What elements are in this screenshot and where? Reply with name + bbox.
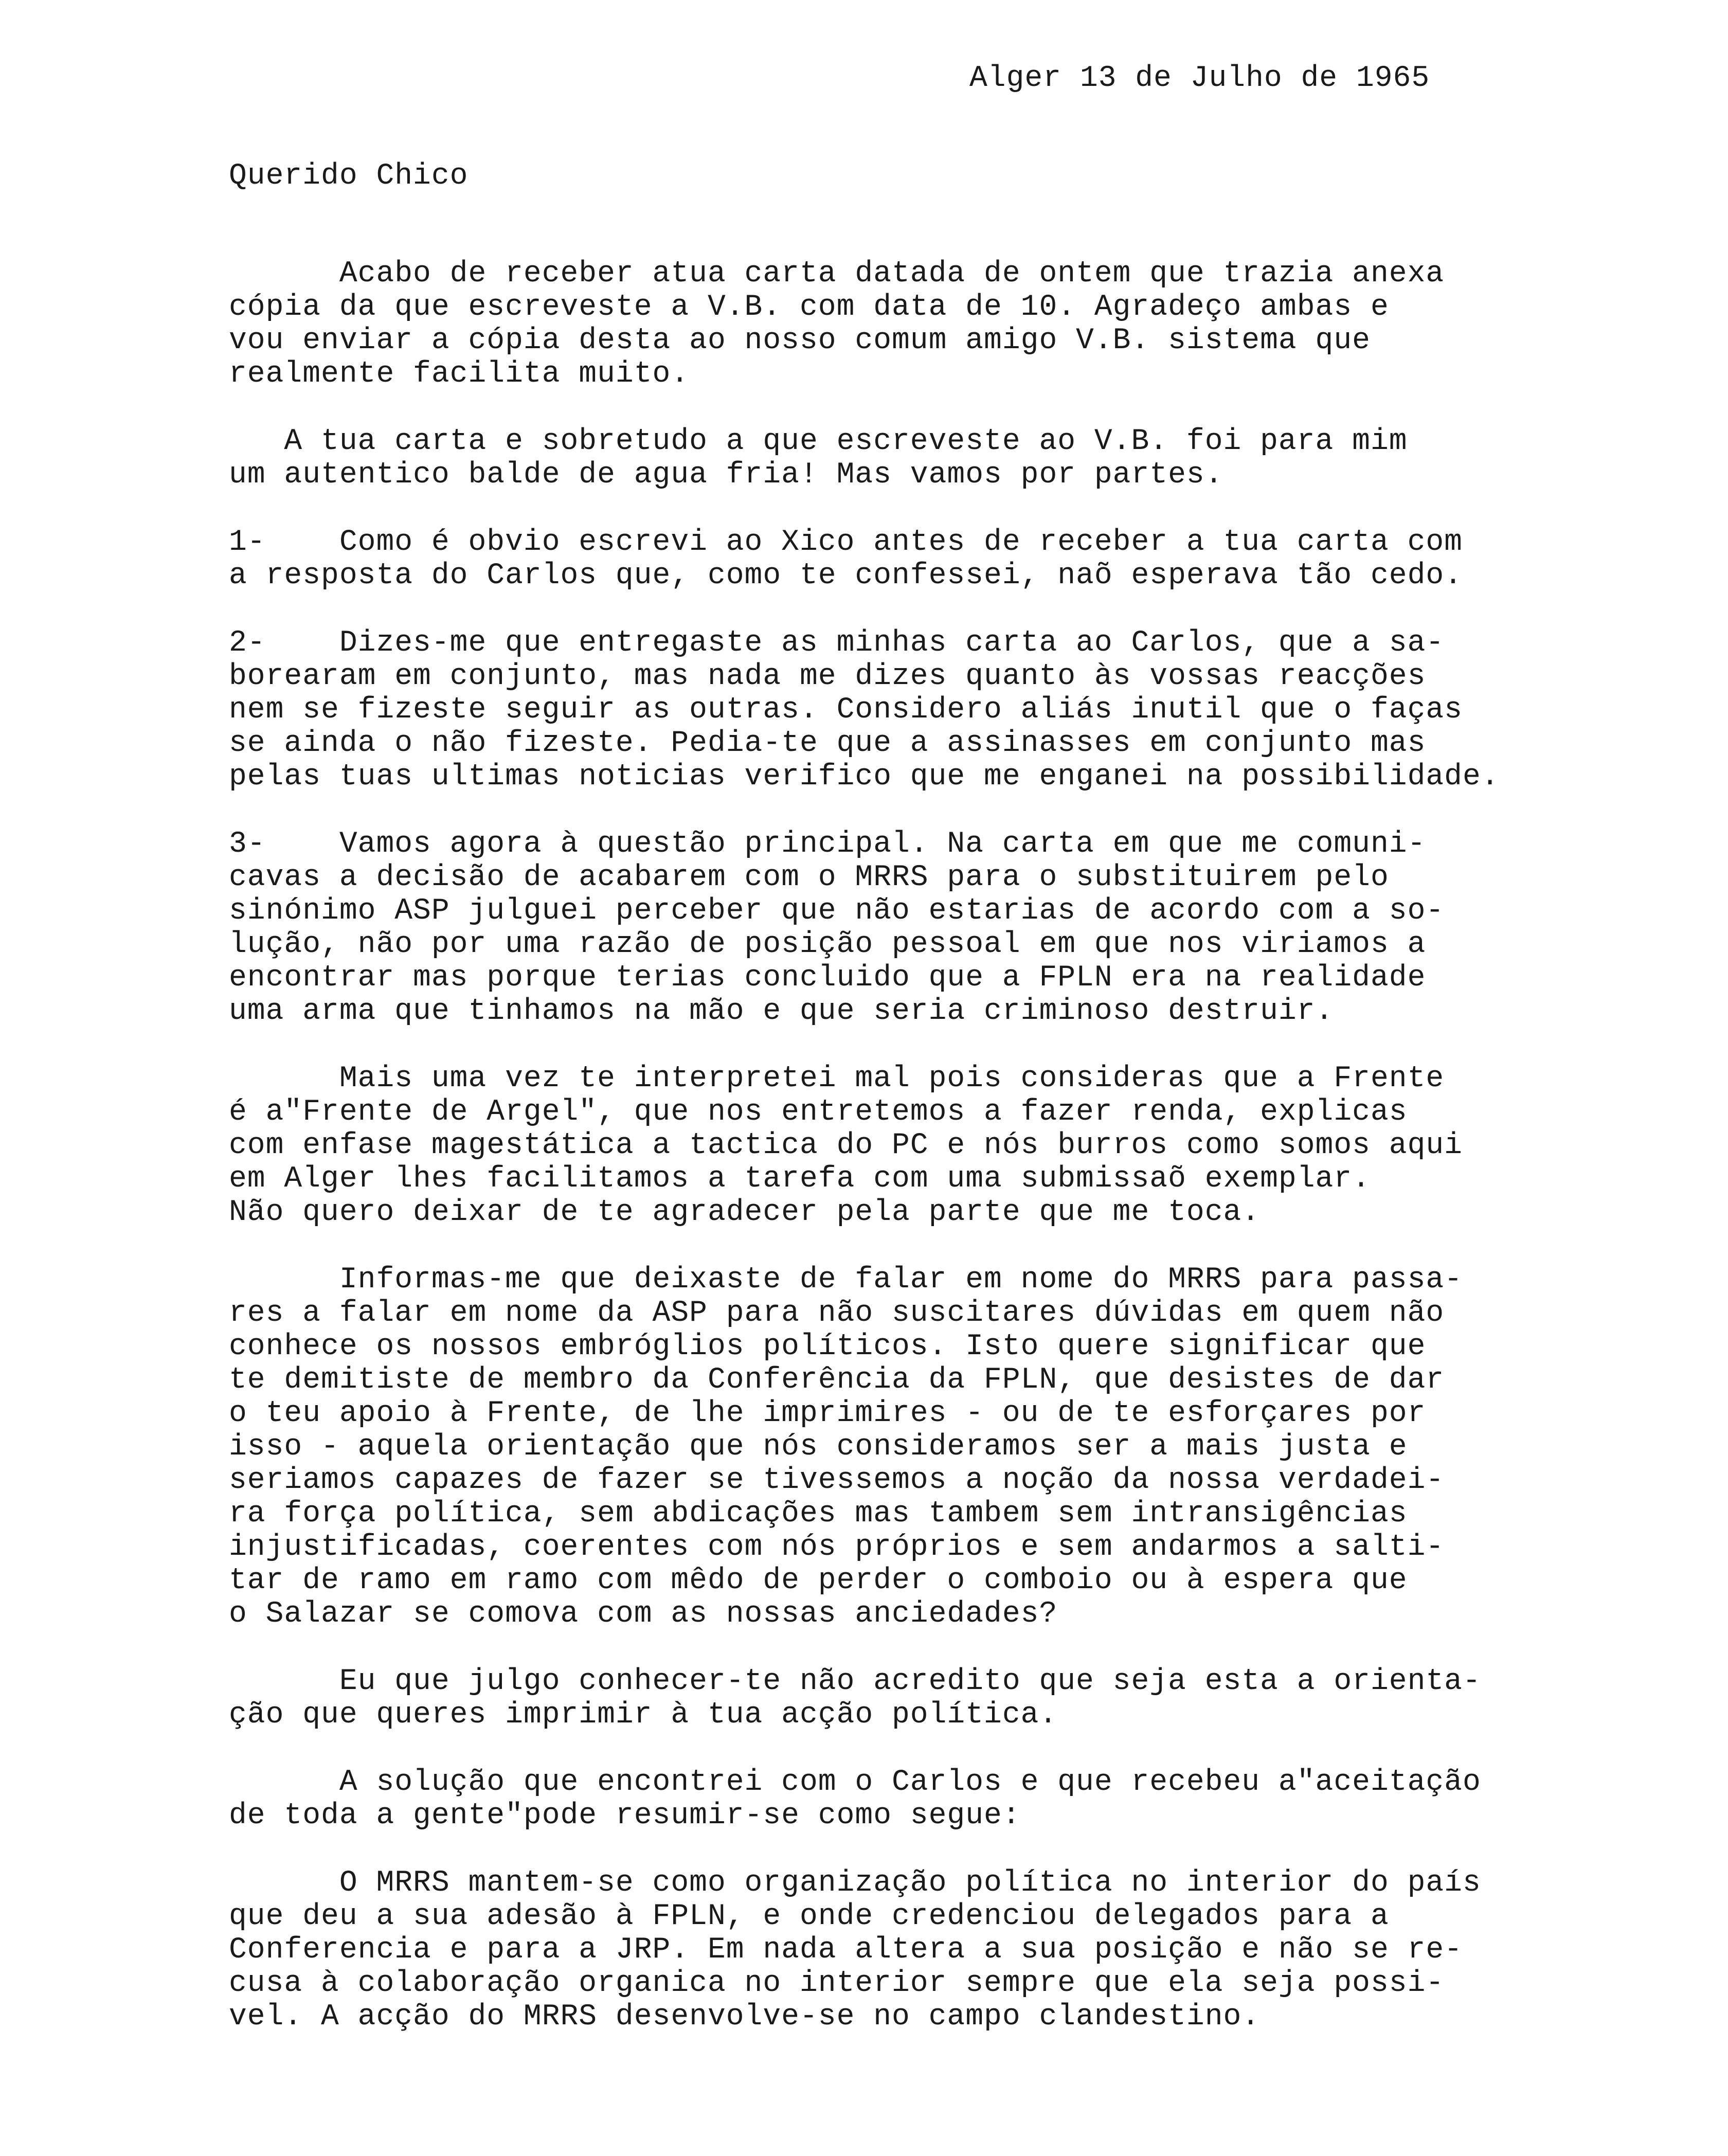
text-line: 2- Dizes-me que entregaste as minhas carta ao Carlos, que a sa- <box>229 626 1445 660</box>
text-line: 3- Vamos agora à questão principal. Na carta em que me comuni- <box>229 828 1426 861</box>
text-line: lução, não por uma razão de posição pessoal em que nos viriamos a <box>229 928 1426 961</box>
text-line: te demitiste de membro da Conferência da FPLN, que desistes de dar <box>229 1363 1445 1397</box>
text-line: cusa à colaboração organica no interior sempre que ela seja possi- <box>229 1967 1445 2000</box>
text-line: Informas-me que deixaste de falar em nome do MRRS para passa- <box>229 1263 1463 1297</box>
paragraph-4 <box>229 626 1669 794</box>
text-line: A tua carta e sobretudo a que escreveste ao V.B. foi para mim <box>229 425 1408 458</box>
text-line: O MRRS mantem-se como organização política no interior do país <box>229 1866 1481 1900</box>
text-line: Mais uma vez te interpretei mal pois consideras que a Frente <box>229 1062 1445 1095</box>
text-line: conhece os nossos embróglios políticos. Isto quere significar que <box>229 1330 1426 1363</box>
text-line: res a falar em nome da ASP para não suscitares dúvidas em quem não <box>229 1297 1445 1330</box>
text-line: realmente facilita muito. <box>229 357 690 391</box>
text-line: seriamos capazes de fazer se tivessemos a noção da nossa verdadei- <box>229 1464 1445 1497</box>
text-line: A solução que encontrei com o Carlos e que recebeu a"aceitação <box>229 1766 1481 1799</box>
paragraph-7 <box>229 1263 1669 1631</box>
text-line: encontrar mas porque terias concluido que a FPLN era na realidade <box>229 961 1426 995</box>
text-line: borearam em conjunto, mas nada me dizes quanto às vossas reacções <box>229 660 1426 693</box>
text-line: 1- Como é obvio escrevi ao Xico antes de receber a tua carta com <box>229 526 1463 559</box>
text-line: nem se fizeste seguir as outras. Considero aliás inutil que o faças <box>229 693 1463 727</box>
paragraph-8 <box>229 1665 1669 1732</box>
text-line: pelas tuas ultimas noticias verifico que me enganei na possibilidade. <box>229 760 1500 794</box>
text-line: a resposta do Carlos que, como te confessei, naõ esperava tão cedo. <box>229 559 1463 592</box>
paragraph-3 <box>229 526 1669 592</box>
text-line: ção que queres imprimir à tua acção política. <box>229 1698 1058 1732</box>
text-line: de toda a gente"pode resumir-se como segue: <box>229 1799 1021 1832</box>
letter-body <box>229 257 1669 2068</box>
text-line: é a"Frente de Argel", que nos entretemos a fazer renda, explicas <box>229 1095 1408 1129</box>
text-line: com enfase magestática a tactica do PC e nós burros como somos aqui <box>229 1129 1463 1162</box>
text-line: um autentico balde de agua fria! Mas vamos por partes. <box>229 458 1223 492</box>
text-line: uma arma que tinhamos na mão e que seria criminoso destruir. <box>229 995 1334 1028</box>
text-line: tar de ramo em ramo com mêdo de perder o comboio ou à espera que <box>229 1564 1408 1597</box>
paragraph-1 <box>229 257 1669 391</box>
paragraph-6 <box>229 1062 1669 1229</box>
text-line: ra força política, sem abdicações mas tambem sem intransigências <box>229 1497 1408 1531</box>
text-line: sinónimo ASP julguei perceber que não estarias de acordo com a so- <box>229 894 1445 928</box>
text-line: isso - aquela orientação que nós consideramos ser a mais justa e <box>229 1430 1408 1464</box>
text-line: cópia da que escreveste a V.B. com data de 10. Agradeço ambas e <box>229 291 1389 324</box>
text-line: injustificadas, coerentes com nós próprios e sem andarmos a salti- <box>229 1531 1445 1564</box>
paragraph-5 <box>229 828 1669 1028</box>
text-line: Eu que julgo conhecer-te não acredito que seja esta a orienta- <box>229 1665 1481 1698</box>
text-line: Conferencia e para a JRP. Em nada altera a sua posição e não se re- <box>229 1933 1463 1967</box>
text-line: o teu apoio à Frente, de lhe imprimires - ou de te esforçares por <box>229 1397 1426 1430</box>
salutation: Querido Chico <box>229 159 469 193</box>
paragraph-9 <box>229 1766 1669 1832</box>
margin-mark <box>64 59 70 75</box>
text-line: cavas a decisão de acabarem com o MRRS para o substituirem pelo <box>229 861 1389 894</box>
text-line: o Salazar se comova com as nossas anciedades? <box>229 1597 1058 1631</box>
text-line: que deu a sua adesão à FPLN, e onde credenciou delegados para a <box>229 1900 1389 1933</box>
text-line: Acabo de receber atua carta datada de ontem que trazia anexa <box>229 257 1445 291</box>
text-line: vou enviar a cópia desta ao nosso comum amigo V.B. sistema que <box>229 324 1371 357</box>
text-line: em Alger lhes facilitamos a tarefa com uma submissaõ exemplar. <box>229 1162 1371 1196</box>
text-line: Não quero deixar de te agradecer pela parte que me toca. <box>229 1196 1261 1229</box>
text-line: se ainda o não fizeste. Pedia-te que a assinasses em conjunto mas <box>229 727 1426 760</box>
letter-date: Alger 13 de Julho de 1965 <box>969 62 1430 95</box>
paragraph-2 <box>229 425 1669 492</box>
text-line: vel. A acção do MRRS desenvolve-se no campo clandestino. <box>229 2000 1261 2034</box>
paragraph-10 <box>229 1866 1669 2034</box>
